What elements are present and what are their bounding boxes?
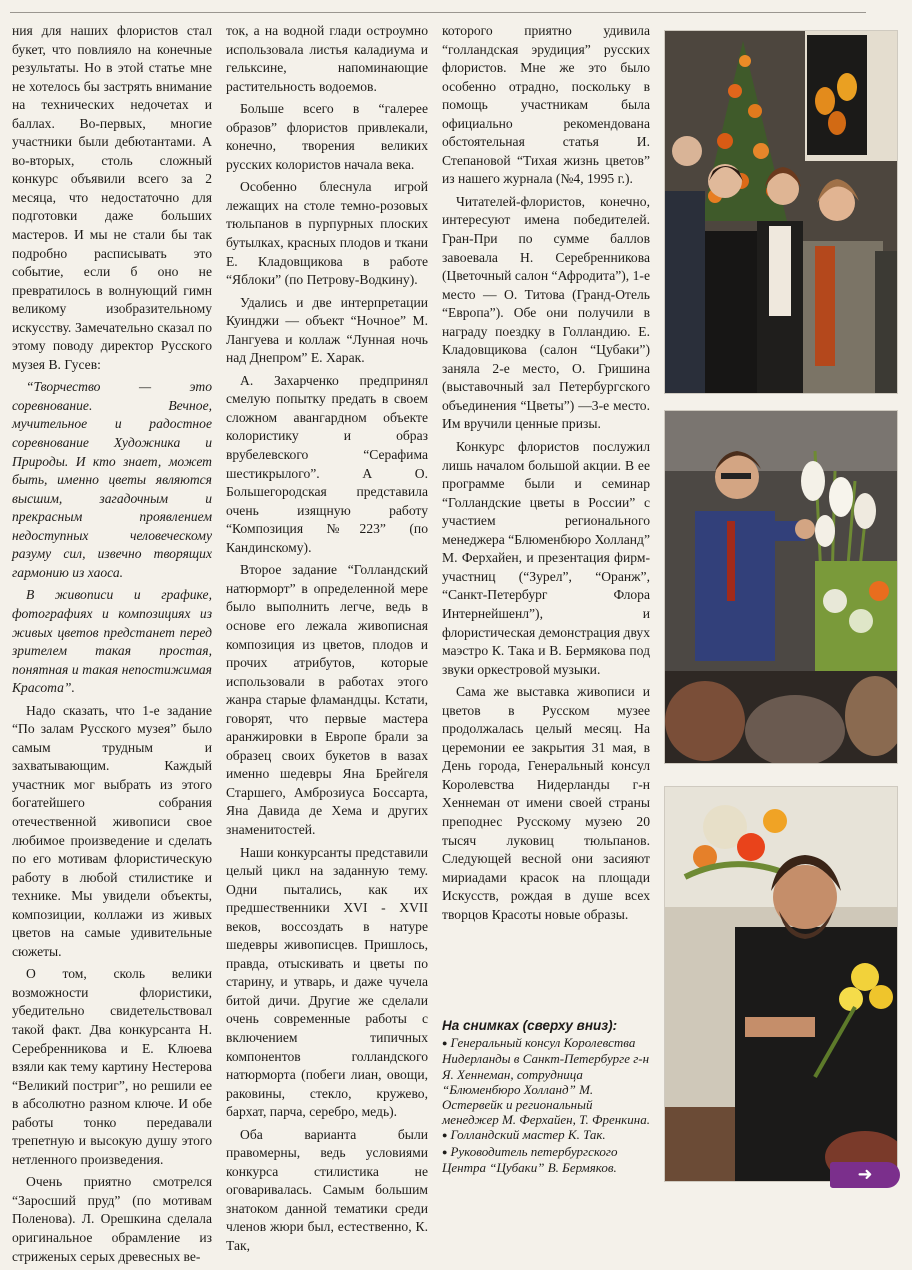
col2-paragraph-6: Второе задание “Голландский натюрморт” в определенной мере было выполнить легче, ведь в основе его лежала живописная композиция из цветов, плодов и прочих атрибутов, которые использовали в работах этого жанра старые фламандцы. Кстати, говорят, что первые мастера аранжировки в Европе брали за образец своих букетов в вазах именно шедевры Яна Брейгеля Старшего, Амброзиуса Боссарта, Яна Давида де Хема и других знаменитостей. [226,562,428,837]
caption-item-3: ● Руководитель петербургского Центра “Цубаки” В. Бермяков. [442,1144,650,1175]
photo-master-tak [664,410,898,764]
col2-paragraph-8: Оба варианта были правомерны, ведь условиями конкурса стилистика не оговаривалась. Самым большим знатоком данной тематики среди членов жюри был, естественно, К. Так, [226,1126,428,1253]
col1-paragraph-5: О том, сколь велики возможности флористики, убедительно свидетельствовал такой факт. Два конкурсанта Н. Серебренникова и Е. Клюева взяли как тему картину Нестерова “Великий постриг”, но решили ее в абсолютно разном ключе. И обе работы тонко передавали трепетную и высокую душу этого нетленного произведения. [12,966,212,1167]
col2-paragraph-1: ток, а на водной глади остроумно использовала листья каладиума и гельксине, напоминающие растительность водоемов. [226,23,428,94]
next-page-arrow-icon[interactable]: ➜ [830,1162,900,1188]
col1-paragraph-2: “Творчество — это соревнование. Вечное, мучительное и радостное соревнование Художника и Природы. И кто знает, может быть, именно цветы являются высшим, загадочным и прекрасным проявлением недоступных человеческому разуму сил, извечно творящих гармонию из хаоса. [12,379,212,580]
col1-paragraph-1: ния для наших флористов стал букет, что повлияло на конечные результаты. Но в этой статье мне не хотелось бы застрять внимание на технических недочетах и баллах. Во-первых, многие участники были дебютантами. А во-вторых, столь сложный конкурс объявили всего за 2 месяца, что недостаточно для подготовки даже больших мастеров. И мы не стали бы так подробно расписывать это событие, если б оно не превратилось в волнующий гимн великому изобразительному искусству. Замечательно сказал по этому поводу директор Русского музея В. Гусев: [12,23,212,372]
col2-paragraph-7: Наши конкурсанты представили целый цикл на заданную тему. Одни пытались, как их предшественники XVI - XVII веков, воссоздать в натуре шедевры живописцев. Пришлось, правда, отыскивать и цветы по старину, и утварь, и даже чучела битой дичи. Другие же сделали очень современные работы с включением типичных компонентов голландского натюрморта (побеги лиан, овощи, раковины, стекло, кружево, бархат, парча, серебро, медь). [226,844,428,1120]
col2-paragraph-2: Больше всего в “галерее образов” флористов привлекали, конечно, творения великих русских колористов начала века. [226,101,428,172]
article-column-2 [226,22,428,1260]
col3-paragraph-4: Сама же выставка живописи и цветов в Русском музее продолжалась целый месяц. На церемонии ее закрытия 31 мая, в День города, Генеральный консул Королевства Нидерланды г-н Хеннеман от имени своей страны преподнес Русскому музею 20 тысяч луковиц тюльпанов. Следующей весной они засияют мириадами красок на площади Искусств, рождая в душе всех творцов Красоты новые образы. [442,684,650,922]
photo-bermyakov [664,786,898,1182]
col1-paragraph-4: Надо сказать, что 1-е задание “По залам Русского музея” было самым трудным и захватывающим. Каждый участник мог выбрать из этого богатейшего собрания отечественной живописи свое любимое произведение и сделать по его мотивам флористическую работу в любой стилистике и технике. Мы увидели объекты, композиции, коллажи из живых цветов на самые удивительные сюжеты. [12,702,212,959]
col2-paragraph-5: А. Захарченко предпринял смелую попытку предать в своем сложном авангардном объекте колористику и образ врубелевского “Серафима шестикрылого”. А О. Большегородская представила очень изящную работу “Композиция №223” (по Кандинскому). [226,372,428,555]
photo-consul-group [664,30,898,394]
caption-item-2: ● Голландский мастер К. Так. [442,1127,650,1143]
col2-paragraph-3: Особенно блеснула игрой лежащих на столе темно-розовых тюльпанов в пурпурных плоских бутылках, красных плодов и ткани Е. Кладовщикова в работе “Яблоки” (по Петрову-Водкину). [226,179,428,288]
caption-item-1: ● Генеральный консул Королевства Нидерланды в Санкт-Петербурге г-н Я. Хеннеман, сотрудница “Блюменбюро Холланд” М. Остервейк и региональный менеджер М. Ферхайен, Т. Френкина. [442,1035,650,1127]
caption-heading: На снимках (сверху вниз): [442,1018,618,1033]
col1-paragraph-6: Очень приятно смотрелся “Заросший пруд” (по мотивам Поленова). Л. Орешкина сделала оригинальное обрамление из стриженых серых древесных ве- [12,1174,212,1264]
photo-caption [442,1018,650,1175]
col1-paragraph-3: В живописи и графике, фотографиях и композициях из живых цветов предстанет перед зрителем такая простая, понятная и такая непостижимая Красота”. [12,587,212,696]
top-rule [10,12,866,13]
col2-paragraph-4: Удались и две интерпретации Куинджи — объект “Ночное” М. Лангуева и коллаж “Лунная ночь над Днепром” Е. Харак. [226,294,428,366]
col3-paragraph-1: которого приятно удивила “голландская эрудиция” русских флористов. Мне же это было особенно отрадно, поскольку в помощь участникам была официально рекомендована обстоятельная статья И. Степановой “Тихая жизнь цветов” из нашего журнала (№4, 1995 г.). [442,23,650,187]
article-column-1 [12,22,212,1270]
col3-paragraph-2: Читателей-флористов, конечно, интересуют имена победителей. Гран-При по сумме баллов завоевала Н. Серебренникова (Цветочный салон “Афродита”), 1-е место — О. Титова (Гранд-Отель “Европа”). Обе они получили в награду поездку в Голландию. Е. Кладовщикова (салон “Цубаки”) заняла 2-е место, О. Гришина (выставочный зал Петербургского объединения “Цветы”) —3-е место. Им вручили ценные призы. [442,193,650,432]
article-column-3 [442,22,650,928]
col3-paragraph-3: Конкурс флористов послужил лишь началом большой акции. В ее программе были и семинар “Голландские цветы в России” с участием регионального менеджера “Блюменбюро Холланд” М. Ферхайен, и презентация фирм-участниц (“Зурел”, “Оранж”, “Санкт-Петербург Флора Интернейшенл”), и флористическая демонстрация двух маэстро К. Така и В. Бермякова под звуки оркестровой музыки. [442,439,650,677]
